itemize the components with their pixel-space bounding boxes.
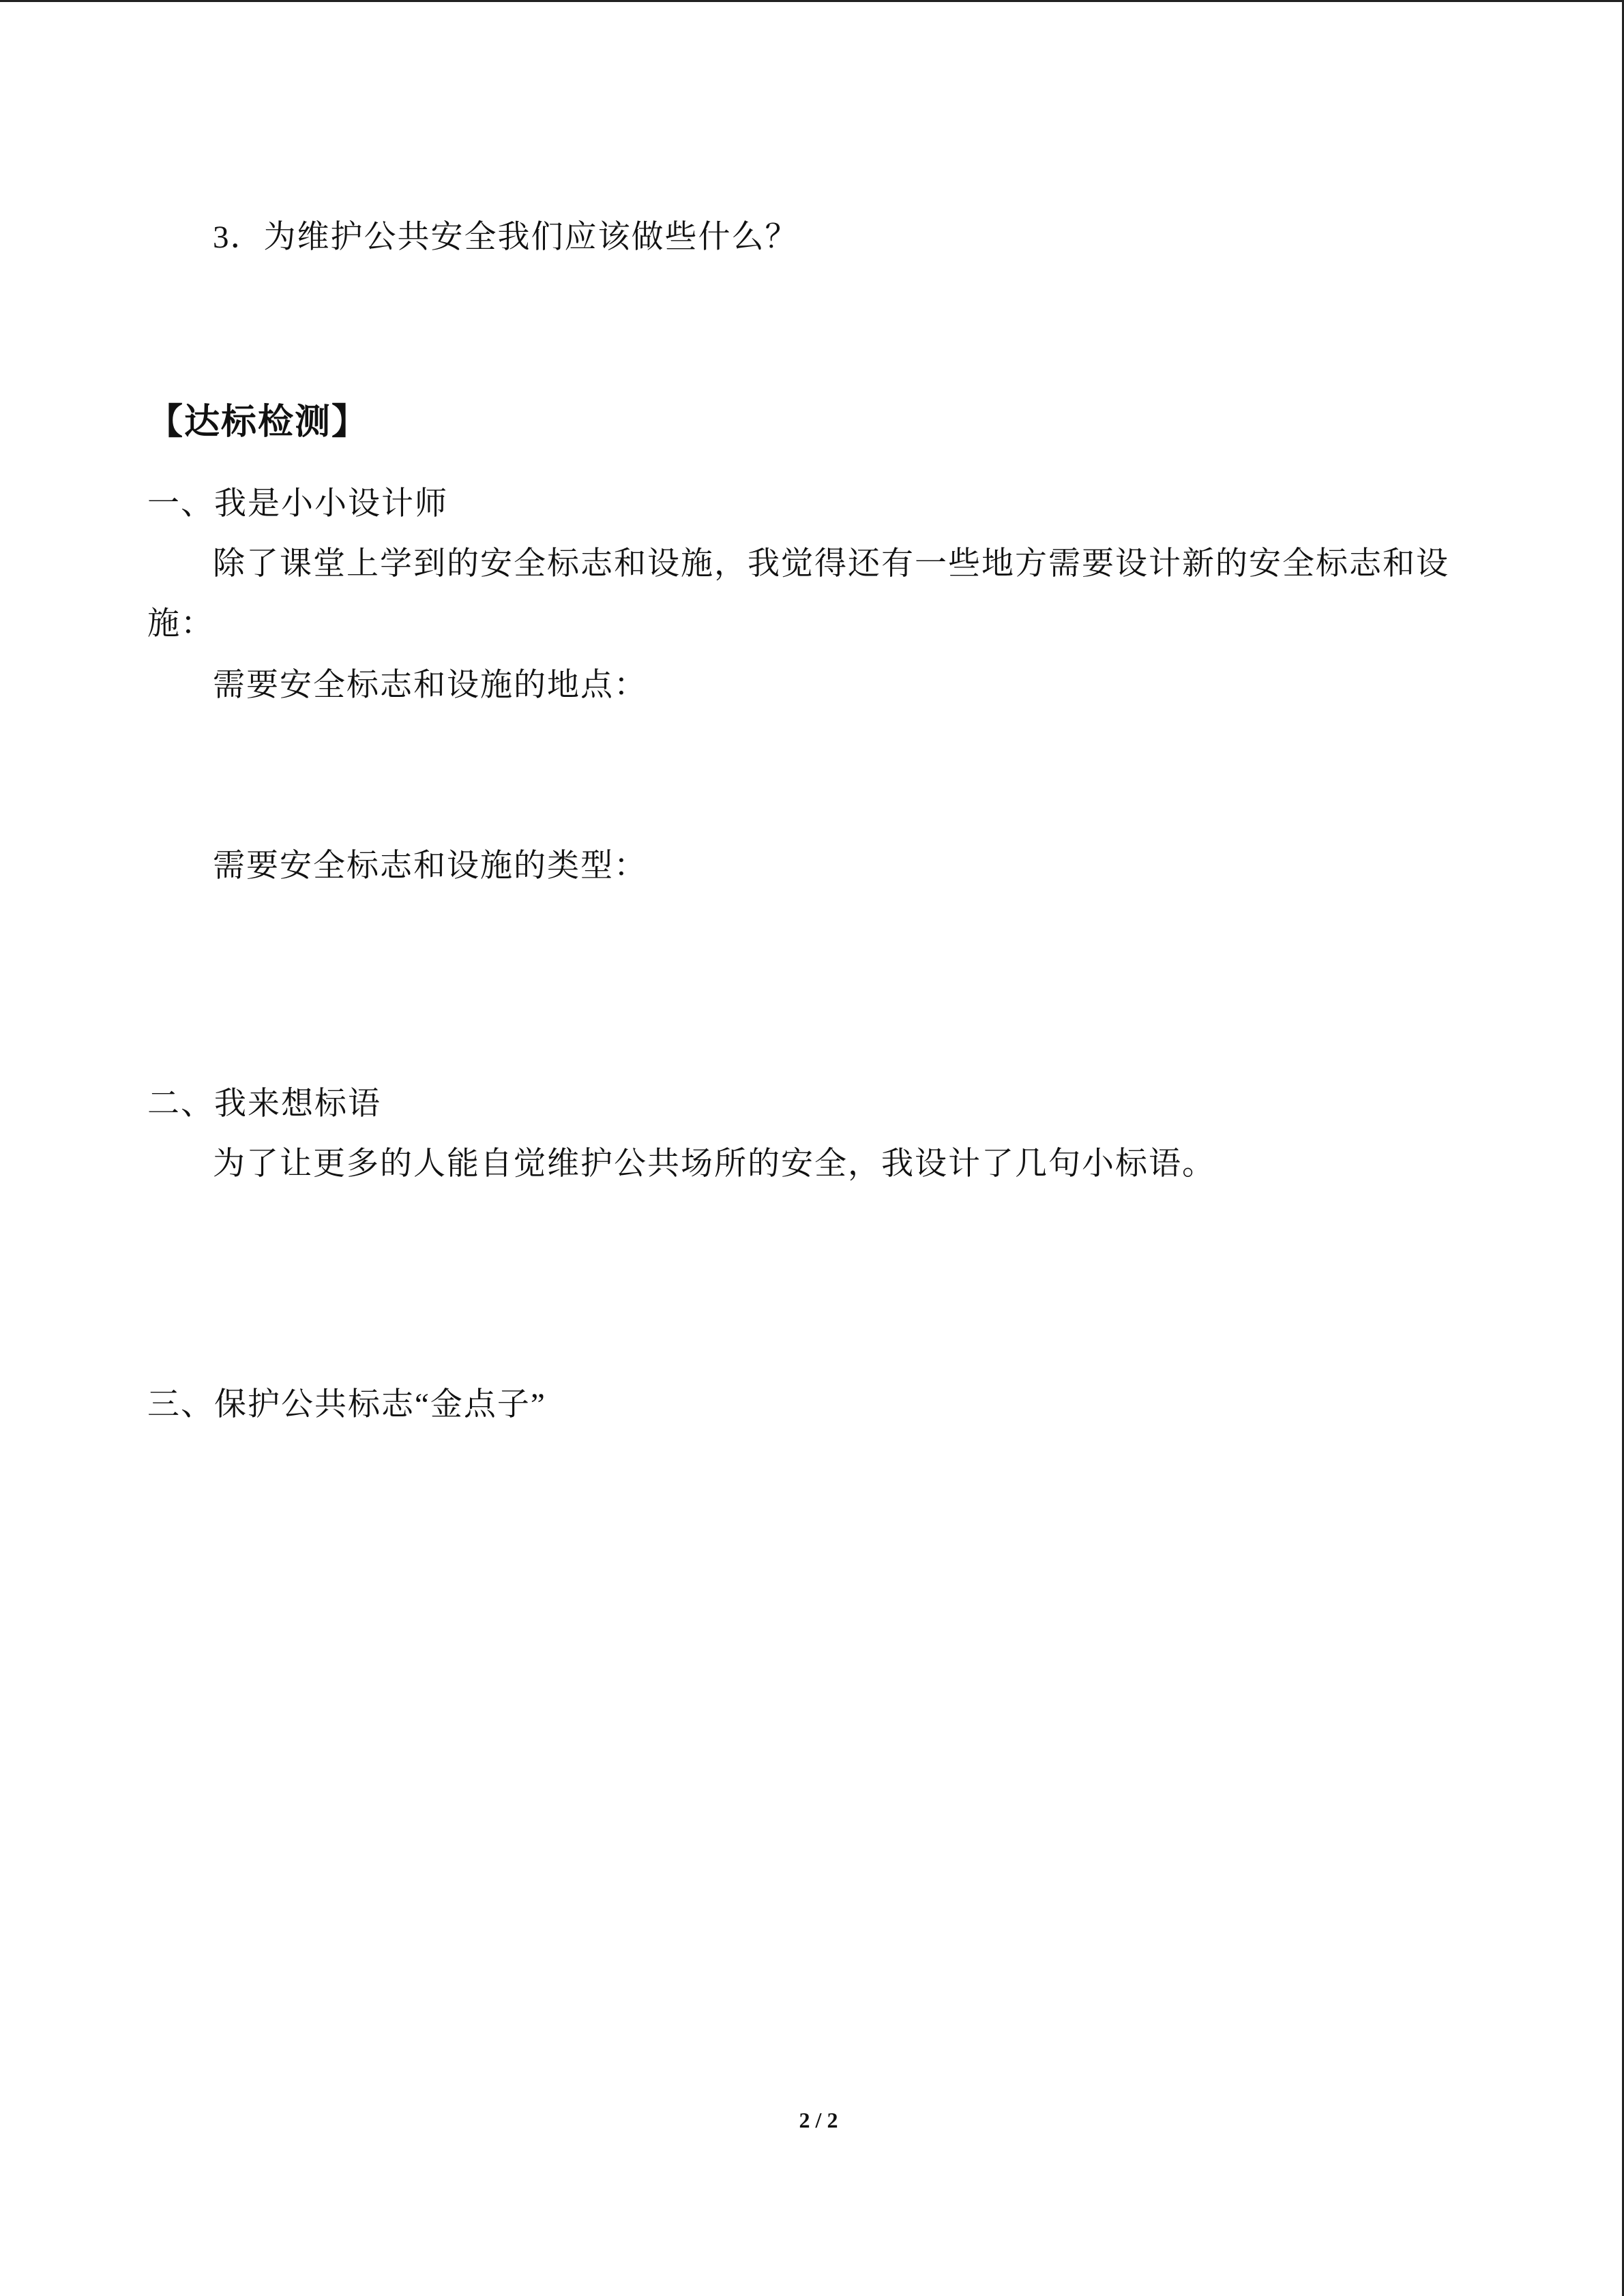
question-3: 3．为维护公共安全我们应该做些什么？ [213, 220, 799, 255]
part1-intro-line1: 除了课堂上学到的安全标志和设施，我觉得还有一些地方需要设计新的安全标志和设 [213, 546, 1449, 582]
page-number: 2 / 2 [799, 2108, 838, 2132]
part1-prompt-types: 需要安全标志和设施的类型： [213, 848, 647, 884]
part1-intro-line2: 施： [147, 606, 214, 642]
part2-title: 二、我来想标语 [147, 1086, 381, 1122]
part1-prompt-places: 需要安全标志和设施的地点： [213, 668, 647, 703]
section-heading: 【达标检测】 [147, 403, 369, 442]
part2-intro: 为了让更多的人能自觉维护公共场所的安全，我设计了几句小标语。 [213, 1146, 1215, 1182]
part1-title: 一、我是小小设计师 [147, 486, 448, 522]
part3-title: 三、保护公共标志“金点子” [147, 1387, 546, 1422]
